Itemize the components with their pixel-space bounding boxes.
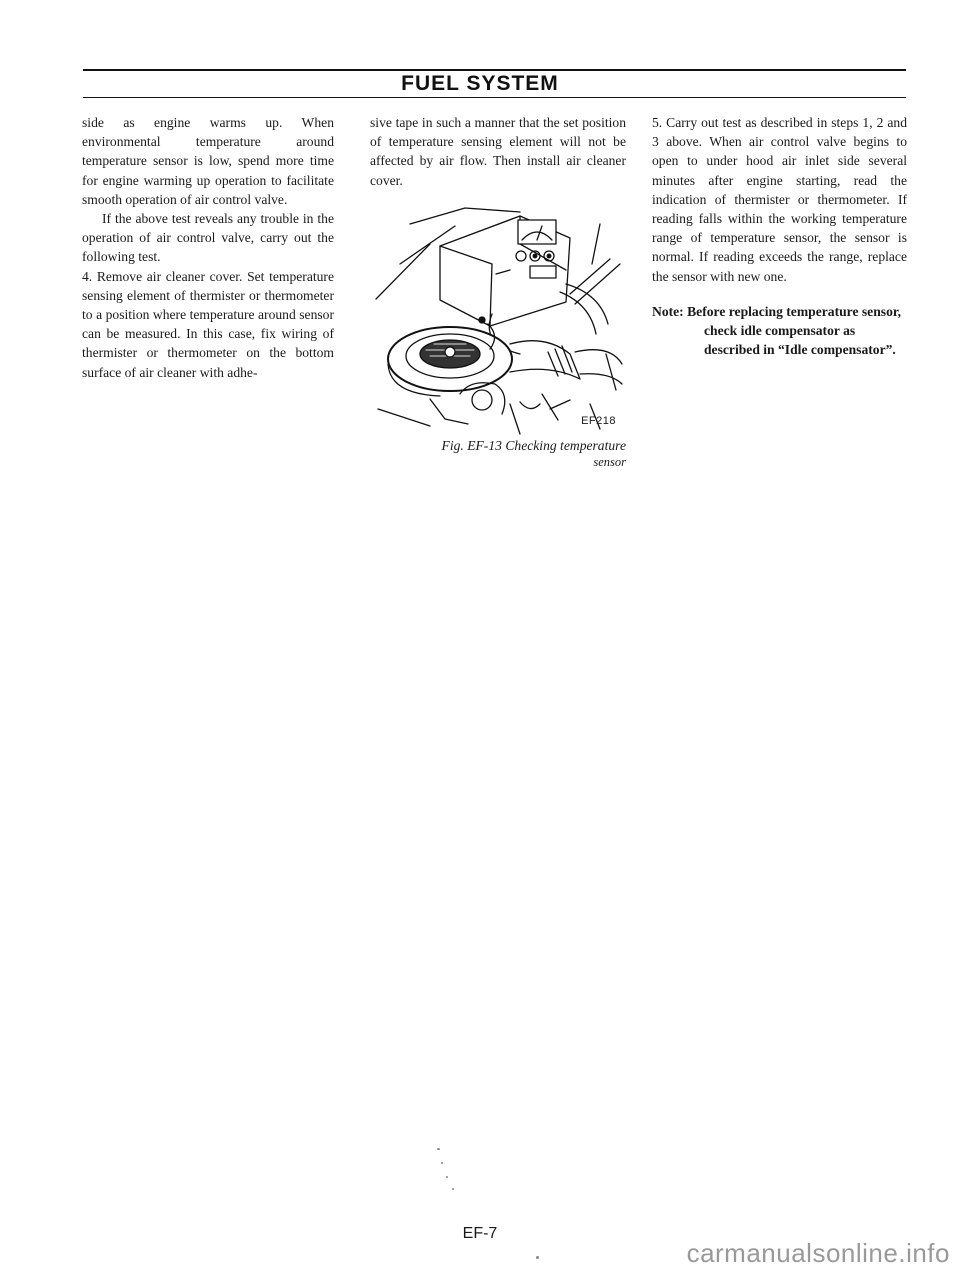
note xyxy=(652,302,907,360)
scan-speck xyxy=(437,1148,440,1150)
column-1 xyxy=(82,113,334,382)
paragraph-step-4: 4. Remove air cleaner cover. Set temperature sensing element of thermister or thermometer to a position where temperature around sensor can be measured. In this case, fix wiring of thermister or thermometer on the bottom surface of air cleaner with adhe- xyxy=(82,268,334,380)
paragraph: side as engine warms up. When environmental temperature around temperature sensor is low, spend more time for engine warming up operation to facilitate smooth operation of air control valve. xyxy=(82,115,334,207)
paragraph: sive tape in such a manner that the set position of temperature sensing element will not be affected by air flow. Then install air cleaner cover. xyxy=(370,115,626,188)
watermark: carmanualsonline.info xyxy=(686,1238,950,1268)
column-2 xyxy=(370,113,626,470)
scan-speck xyxy=(536,1256,539,1259)
scan-speck xyxy=(441,1162,443,1164)
figure-checking-temperature-sensor xyxy=(370,204,626,436)
paragraph: If the above test reveals any trouble in the operation of air control valve, carry out the following test. xyxy=(82,211,334,265)
header-rule-bottom xyxy=(83,97,906,98)
paragraph-step-5: 5. Carry out test as described in steps 1, 2 and 3 above. When air control valve begins to open to under hood air inlet side several minutes after engine starting, read the indication of thermister or thermometer. If reading falls within the working temperature range of temperature sensor, the sensor is normal. If reading exceeds the range, replace the sensor with new one. xyxy=(652,115,907,284)
page-number: EF-7 xyxy=(462,1225,498,1242)
page-title: FUEL SYSTEM xyxy=(0,72,960,96)
figure-number: Fig. EF-13 xyxy=(441,437,502,453)
figure-caption-text: Checking temperature xyxy=(505,437,626,453)
scan-speck xyxy=(452,1188,454,1190)
column-3 xyxy=(652,113,907,359)
figure-code: EF218 xyxy=(581,414,616,427)
engine-bay-illustration xyxy=(370,204,626,436)
scan-speck xyxy=(446,1176,448,1178)
figure-caption-text-line-2: sensor xyxy=(593,454,626,469)
note-text: Before replacing temperature sensor, check idle compensator as described in “Idle compensator”. xyxy=(687,303,902,358)
figure-caption xyxy=(370,438,626,470)
note-label: Note: xyxy=(652,303,684,319)
header-rule-top xyxy=(83,69,906,71)
